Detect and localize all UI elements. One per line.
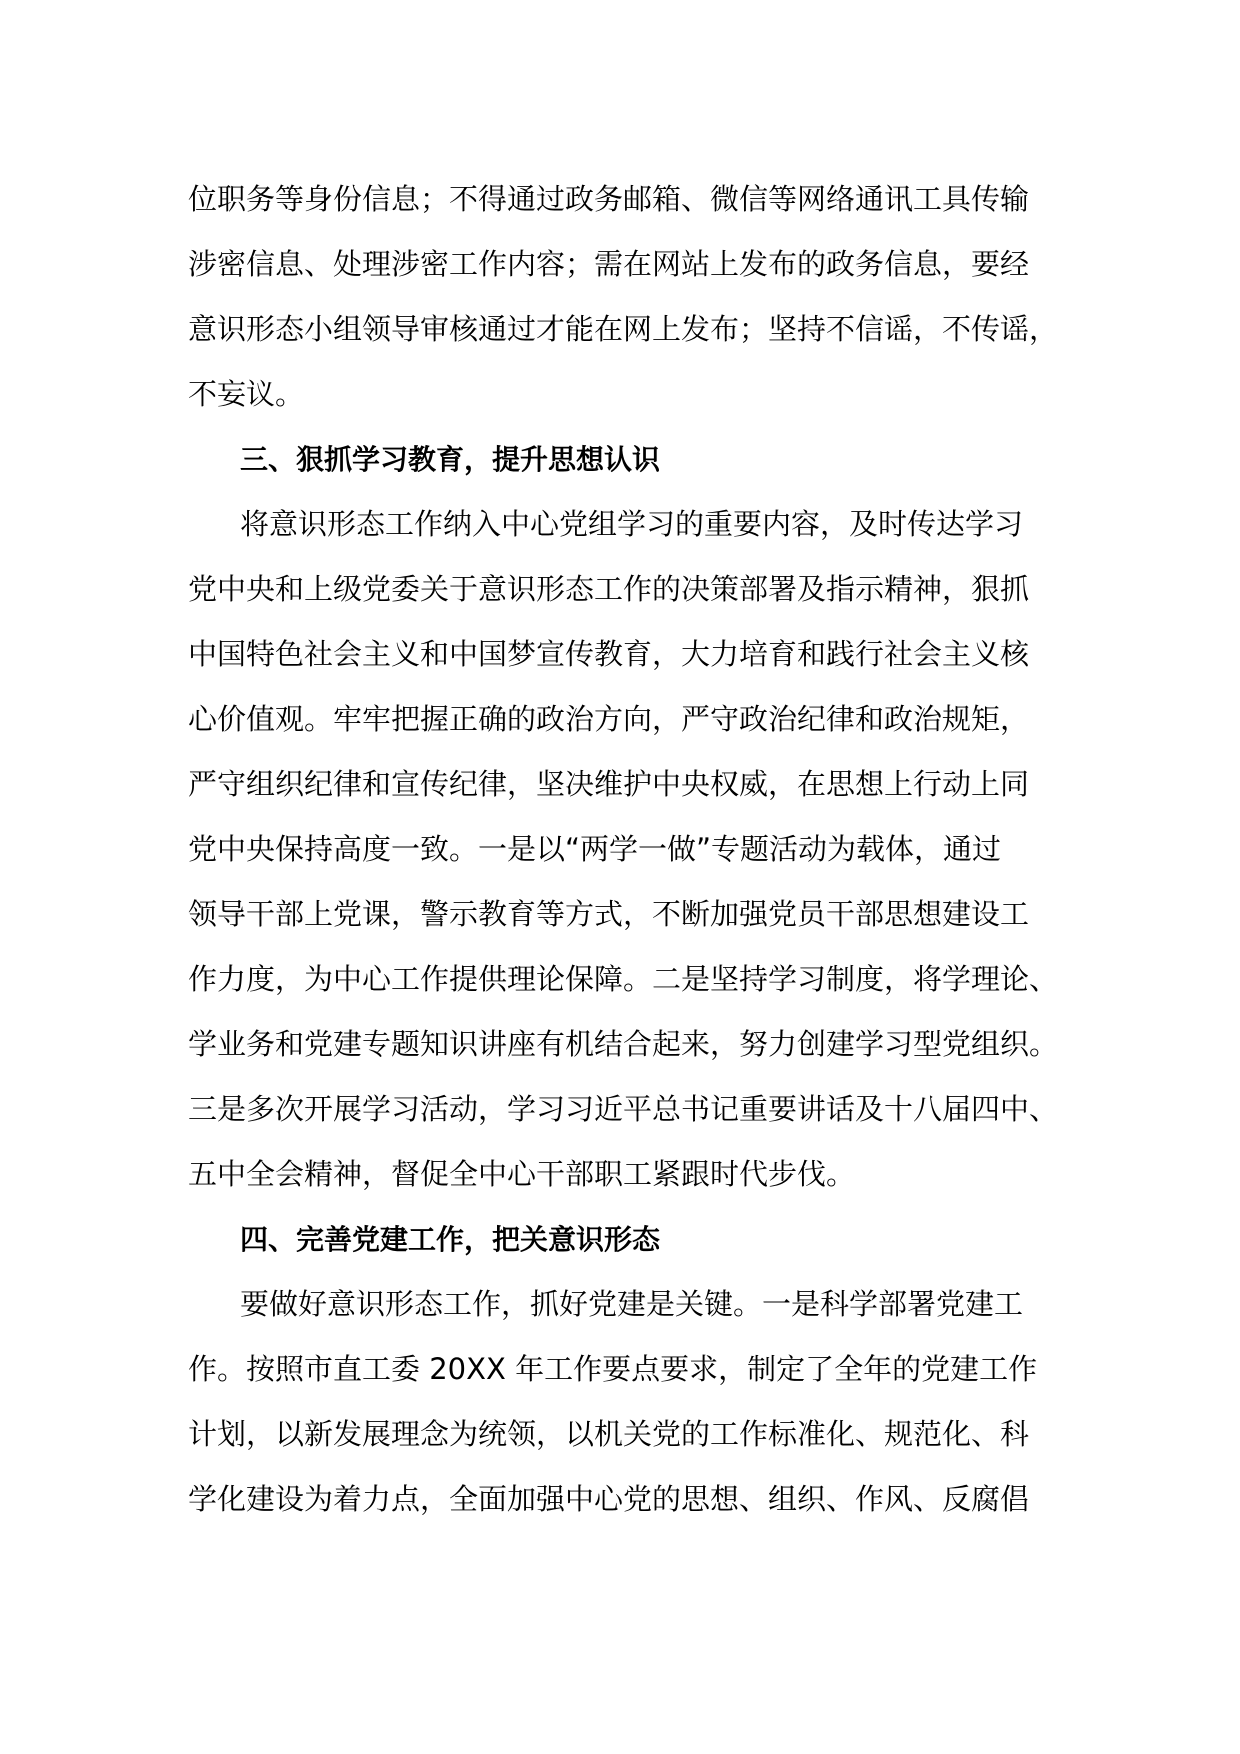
text-line: 心价值观。牢牢把握正确的政治方向，严守政治纪律和政治规矩， <box>188 702 1030 736</box>
text-line: 涉密信息、处理涉密工作内容；需在网站上发布的政务信息，要经 <box>188 247 1030 281</box>
text-line: 中国特色社会主义和中国梦宣传教育，大力培育和践行社会主义核 <box>188 637 1030 671</box>
text-line: 要做好意识形态工作，抓好党建是关键。一是科学部署党建工 <box>240 1287 1024 1321</box>
section-heading-3: 三、狠抓学习教育，提升思想认识 <box>240 443 661 476</box>
document-body <box>188 167 1088 1532</box>
text-line: 不妄议。 <box>188 377 305 411</box>
paragraph-2 <box>188 492 1088 1207</box>
text-line: 党中央和上级党委关于意识形态工作的决策部署及指示精神，狠抓 <box>188 572 1030 606</box>
text-line: 学化建设为着力点，全面加强中心党的思想、组织、作风、反腐倡 <box>188 1482 1030 1516</box>
text-line: 意识形态小组领导审核通过才能在网上发布；坚持不信谣，不传谣， <box>188 312 1059 346</box>
text-line: 五中全会精神，督促全中心干部职工紧跟时代步伐。 <box>188 1157 856 1191</box>
text-line: 位职务等身份信息；不得通过政务邮箱、微信等网络通讯工具传输 <box>188 182 1030 216</box>
text-line: 作力度，为中心工作提供理论保障。二是坚持学习制度，将学理论、 <box>188 962 1059 996</box>
text-line: 学业务和党建专题知识讲座有机结合起来，努力创建学习型党组织。 <box>188 1027 1059 1061</box>
text-line: 作。按照市直工委 20XX 年工作要点要求，制定了全年的党建工作 <box>188 1352 1038 1386</box>
text-line: 严守组织纪律和宣传纪律，坚决维护中央权威，在思想上行动上同 <box>188 767 1030 801</box>
paragraph-1 <box>188 167 1088 427</box>
text-line: 党中央保持高度一致。一是以“两学一做”专题活动为载体，通过 <box>188 832 1002 866</box>
paragraph-3 <box>188 1272 1088 1532</box>
text-line: 将意识形态工作纳入中心党组学习的重要内容，及时传达学习 <box>240 507 1024 541</box>
section-heading-4: 四、完善党建工作，把关意识形态 <box>240 1223 661 1256</box>
text-line: 三是多次开展学习活动，学习习近平总书记重要讲话及十八届四中、 <box>188 1092 1059 1126</box>
text-line: 领导干部上党课，警示教育等方式，不断加强党员干部思想建设工 <box>188 897 1030 931</box>
text-line: 计划，以新发展理念为统领，以机关党的工作标准化、规范化、科 <box>188 1417 1030 1451</box>
